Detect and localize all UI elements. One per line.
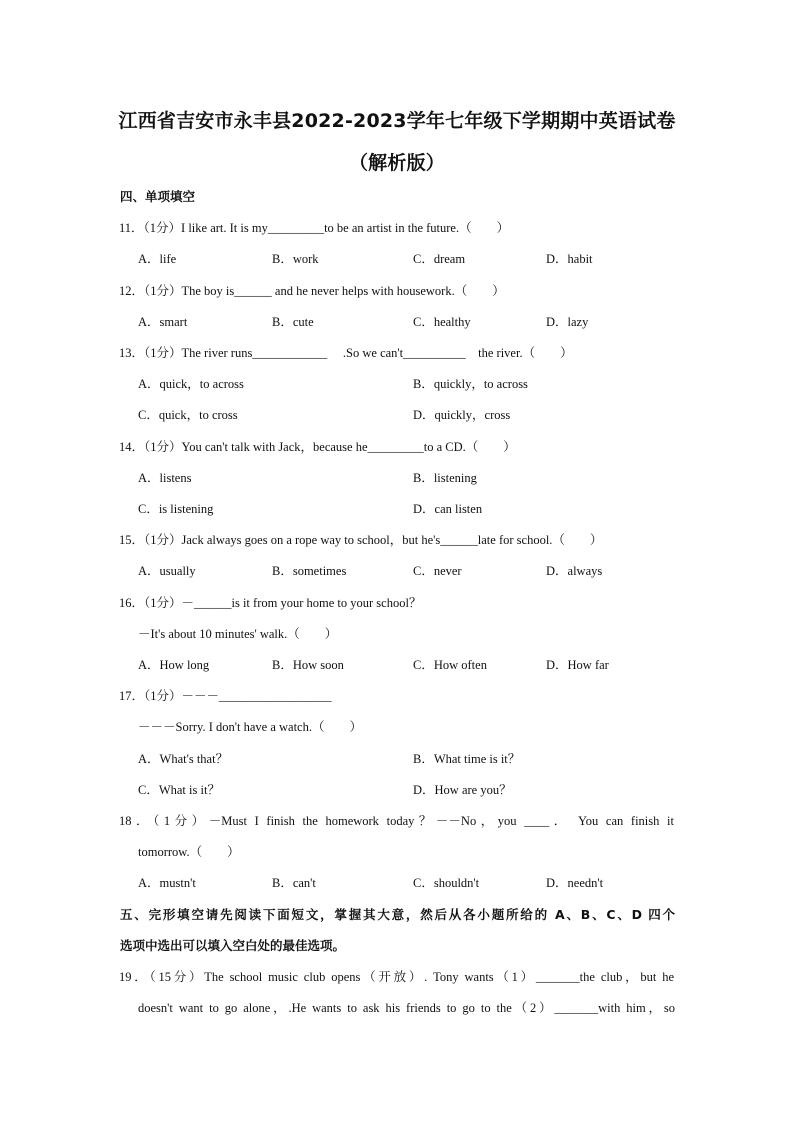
question-13-stem: 13．（1分）The river runs____________ .So we can't__________ the river.（ ） xyxy=(119,346,573,360)
q14-option-b: B．listening xyxy=(413,471,477,485)
question-15-stem: 15．（1分）Jack always goes on a rope way to school，but he's______late for school.（ ） xyxy=(119,533,603,547)
q11-option-c: C．dream xyxy=(413,252,466,266)
q14-option-d: D．can listen xyxy=(413,502,483,516)
q15-option-b: B．sometimes xyxy=(272,564,347,578)
section-heading-4: 四、单项填空 xyxy=(120,189,196,204)
q11-option-a: A．life xyxy=(138,252,177,266)
q11-option-d: D．habit xyxy=(546,252,593,266)
q14-option-c: C．is listening xyxy=(138,502,214,516)
question-14-stem: 14．（1分）You can't talk with Jack，because he_________to a CD.（ ） xyxy=(119,440,516,454)
q17-option-a: A．What's that？ xyxy=(138,752,229,766)
q18-option-a: A．mustn't xyxy=(138,876,196,890)
question-16-stem: 16．（1分）－______is it from your home to your school？ xyxy=(119,596,422,610)
q14-option-a: A．listens xyxy=(138,471,192,485)
q15-option-d: D．always xyxy=(546,564,603,578)
question-19-line1: 19．（15分）The school music club opens（开放）. Tony wants（1）_______the club，but he xyxy=(119,970,674,984)
page-title-line1: 江西省吉安市永丰县2022-2023学年七年级下学期期中英语试卷 xyxy=(118,110,676,132)
q16-option-a: A．How long xyxy=(138,658,210,672)
page-title-line2: （解析版） xyxy=(348,152,445,174)
q18-option-b: B．can't xyxy=(272,876,316,890)
q17-option-b: B．What time is it？ xyxy=(413,752,521,766)
q18-option-d: D．needn't xyxy=(546,876,604,890)
q13-option-d: D．quickly，cross xyxy=(413,408,511,422)
question-18-continuation: tomorrow.（ ） xyxy=(138,845,240,859)
q13-option-a: A．quick，to across xyxy=(138,377,244,391)
question-19-line2: doesn't want to go alone，.He wants to ask his friends to go to the（2）_______with him，so xyxy=(138,1001,675,1015)
q12-option-b: B．cute xyxy=(272,315,314,329)
q13-option-c: C．quick，to cross xyxy=(138,408,238,422)
q12-option-c: C．healthy xyxy=(413,315,471,329)
q13-option-b: B．quickly，to across xyxy=(413,377,528,391)
question-17-stem: 17．（1分）－－－__________________ xyxy=(119,689,332,703)
q15-option-a: A．usually xyxy=(138,564,196,578)
q15-option-c: C．never xyxy=(413,564,462,578)
question-17-dialogue: －－－Sorry. I don't have a watch.（ ） xyxy=(138,720,362,734)
q12-option-d: D．lazy xyxy=(546,315,589,329)
question-18-stem: 18．（1分）－Must I finish the homework today？－－No，you ____． You can finish it xyxy=(119,814,674,828)
question-16-dialogue: －It's about 10 minutes' walk.（ ） xyxy=(138,627,338,641)
q11-option-b: B．work xyxy=(272,252,319,266)
q16-option-c: C．How often xyxy=(413,658,487,672)
q17-option-d: D．How are you？ xyxy=(413,783,512,797)
q17-option-c: C．What is it？ xyxy=(138,783,220,797)
section-heading-5-line1: 五、完形填空请先阅读下面短文，掌握其大意，然后从各小题所给的 A、B、C、D 四个 xyxy=(120,907,675,922)
question-11-stem: 11．（1分）I like art. It is my_________to be an artist in the future.（ ） xyxy=(119,221,510,235)
q16-option-d: D．How far xyxy=(546,658,609,672)
question-12-stem: 12．（1分）The boy is______ and he never helps with housework.（ ） xyxy=(119,284,505,298)
q18-option-c: C．shouldn't xyxy=(413,876,480,890)
q16-option-b: B．How soon xyxy=(272,658,344,672)
q12-option-a: A．smart xyxy=(138,315,188,329)
section-heading-5-line2: 选项中选出可以填入空白处的最佳选项。 xyxy=(120,938,346,953)
